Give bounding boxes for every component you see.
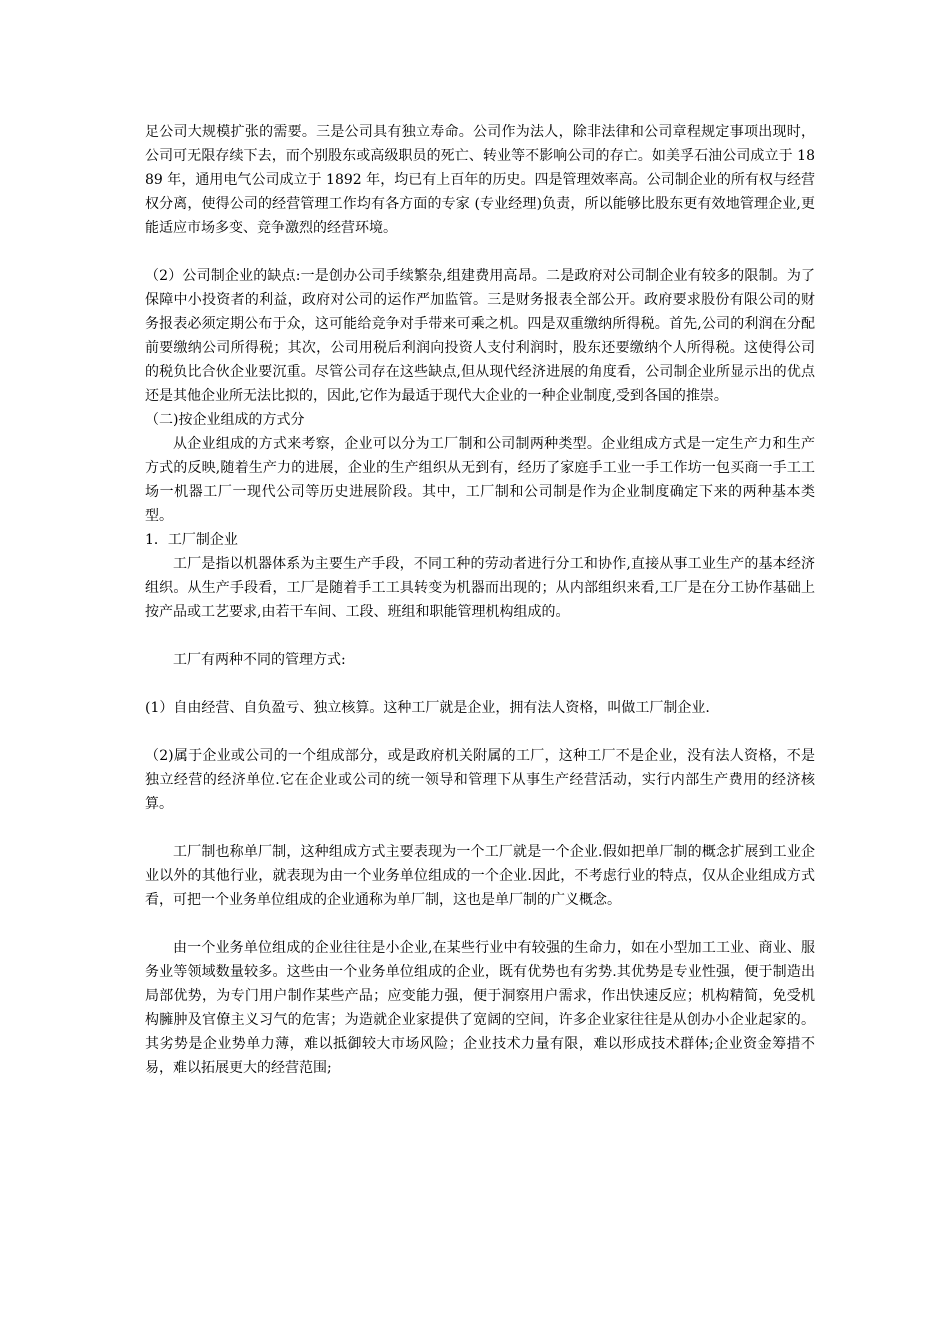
paragraph-factory-definition: 工厂是指以机器体系为主要生产手段，不同工种的劳动者进行分工和协作,直接从事工业生产的基本经济组织。从生产手段看，工厂是随着手工工具转变为机器而出现的；从内部组织来看,工厂是在分工协作基础上按产品或工艺要求,由若干车间、工段、班组和职能管理机构组成的。: [145, 556, 815, 620]
paragraph-company-advantages-continued: 足公司大规模扩张的需要。三是公司具有独立寿命。公司作为法人，除非法律和公司章程规定事项出现时，公司可无限存续下去，而个别股东或高级职员的死亡、转业等不影响公司的存亡。如美孚石油公司成立于 1889 年，通用电气公司成立于 1892 年，均已有上百年的历史。四是管理效率高。公司制企业的所有权与经营权分离，使得公司的经营管理工作均有各方面的专家 (专业经理)负责，所以能够比股东更有效地管理企业,更能适应市场多变、竞争激烈的经营环境。: [145, 124, 815, 236]
paragraph-composition-intro: 从企业组成的方式来考察，企业可以分为工厂制和公司制两种类型。企业组成方式是一定生产力和生产方式的反映,随着生产力的进展，企业的生产组织从无到有，经历了家庭手工业一手工作坊一包买商一手工工场一机器工厂一现代公司等历史进展阶段。其中，工厂制和公司制是作为企业制度确定下来的两种基本类型。: [145, 436, 815, 524]
paragraph-mode-two: （2)属于企业或公司的一个组成部分，或是政府机关附属的工厂，这种工厂不是企业，没有法人资格，不是独立经营的经济单位.它在企业或公司的统一领导和管理下从事生产经营活动，实行内部生产费用的经济核算。: [145, 748, 815, 812]
paragraph-management-modes: 工厂有两种不同的管理方式:: [173, 652, 346, 668]
document-page: [145, 120, 815, 1080]
paragraph-mode-one: (1）自由经营、自负盈亏、独立核算。这种工厂就是企业，拥有法人资格，叫做工厂制企业.: [145, 700, 710, 716]
section-heading-composition: （二)按企业组成的方式分: [145, 412, 305, 428]
section-heading-factory: 1．工厂制企业: [145, 532, 238, 548]
paragraph-small-enterprise: 由一个业务单位组成的企业往往是小企业,在某些行业中有较强的生命力，如在小型加工工业、商业、服务业等领域数量较多。这些由一个业务单位组成的企业，既有优势也有劣势.其优势是专业性强，便于制造出局部优势，为专门用户制作某些产品；应变能力强，便于洞察用户需求，作出快速反应；机构精简，免受机构臃肿及官僚主义习气的危害；为造就企业家提供了宽阔的空间，许多企业家往往是从创办小企业起家的。其劣势是企业势单力薄，难以抵御较大市场风险；企业技术力量有限，难以形成技术群体;企业资金筹措不易，难以拓展更大的经营范围;: [145, 940, 815, 1076]
paragraph-company-disadvantages: （2）公司制企业的缺点:一是创办公司手续繁杂,组建费用高昂。二是政府对公司制企业有较多的限制。为了保障中小投资者的利益，政府对公司的运作严加监管。三是财务报表全部公开。政府要求股份有限公司的财务报表必须定期公布于众，这可能给竞争对手带来可乘之机。四是双重缴纳所得税。首先,公司的利润在分配前要缴纳公司所得税；其次，公司用税后利润向投资人支付利润时，股东还要缴纳个人所得税。这使得公司的税负比合伙企业要沉重。尽管公司存在这些缺点,但从现代经济进展的角度看，公司制企业所显示出的优点还是其他企业所无法比拟的，因此,它作为最适于现代大企业的一种企业制度,受到各国的推崇。: [145, 268, 815, 404]
paragraph-single-factory: 工厂制也称单厂制，这种组成方式主要表现为一个工厂就是一个企业.假如把单厂制的概念扩展到工业企业以外的其他行业，就表现为由一个业务单位组成的一个企业.因此，不考虑行业的特点，仅从企业组成方式看，可把一个业务单位组成的企业通称为单厂制，这也是单厂制的广义概念。: [145, 844, 815, 908]
